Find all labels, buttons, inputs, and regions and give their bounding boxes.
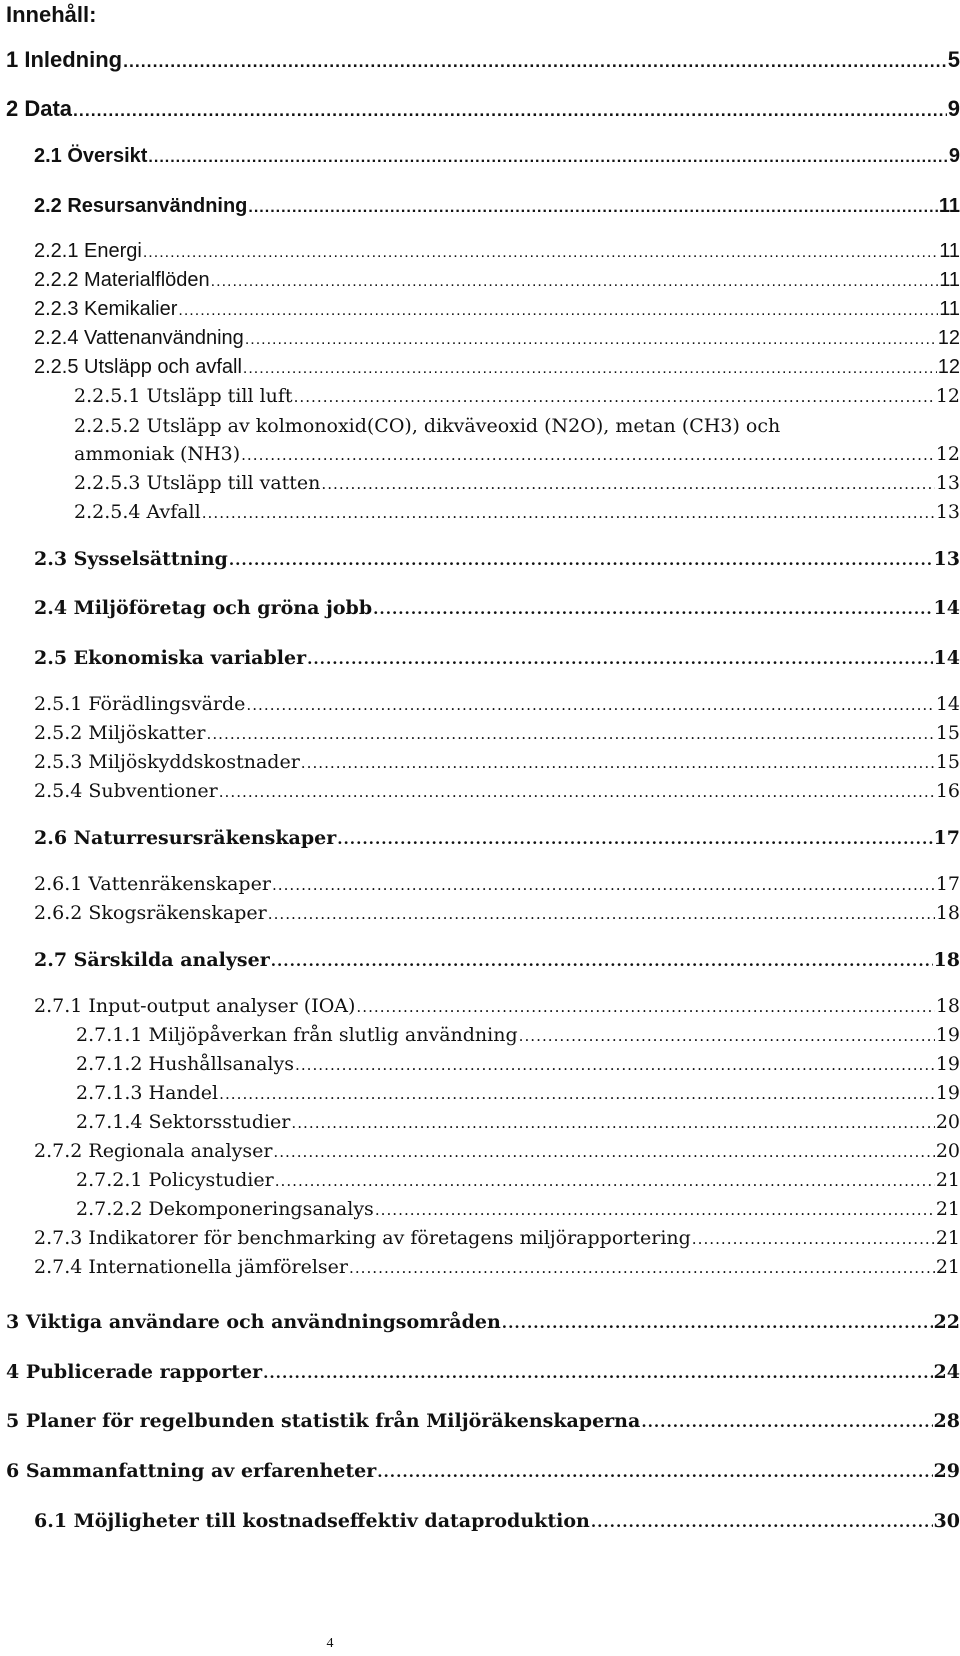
toc-entry-page: 20 [935, 1140, 960, 1162]
toc-entry-title: 2.7.1.2 Hushållsanalys [76, 1053, 294, 1075]
toc-entry[interactable] [34, 781, 960, 803]
toc-entry[interactable] [76, 1054, 960, 1076]
toc-entry-title: 6.1 Möjligheter till kostnadseffektiv dataproduktion [34, 1510, 590, 1532]
toc-entry-title: 5 Planer för regelbunden statistik från Miljöräkenskaperna [6, 1410, 641, 1432]
toc-entry-page: 13 [933, 548, 960, 570]
toc-entry-title: 2.2.3 Kemikalier [34, 298, 178, 320]
toc-entry-page: 12 [935, 385, 960, 407]
toc-entry-page: 19 [935, 1024, 960, 1046]
toc-entry-title: 2.5.2 Miljöskatter [34, 722, 206, 744]
toc-entry-title: 2.3 Sysselsättning [34, 548, 228, 570]
toc-entry[interactable] [34, 723, 960, 745]
toc-entry-page: 11 [938, 195, 960, 217]
toc-entry-page: 12 [937, 356, 960, 378]
toc-entry[interactable] [34, 1228, 960, 1250]
toc-entry-title: 2.7.1.3 Handel [76, 1082, 219, 1104]
toc-entry[interactable] [34, 950, 960, 972]
toc-entry-page: 21 [935, 1256, 960, 1278]
toc-entry-page: 18 [933, 949, 960, 971]
toc-entry-page: 13 [935, 501, 960, 523]
toc-entry[interactable] [34, 356, 960, 379]
toc-entry[interactable] [74, 386, 960, 408]
toc-entry-title: 2.7.2.1 Policystudier [76, 1169, 274, 1191]
toc-entry-page: 15 [935, 751, 960, 773]
toc-entry-title: 2.5 Ekonomiska variabler [34, 647, 307, 669]
toc-entry-title: 2.2 Resursanvändning [34, 195, 248, 217]
toc-entry[interactable] [34, 269, 960, 292]
toc-entry[interactable] [76, 1083, 960, 1105]
toc-entry[interactable] [34, 1511, 960, 1533]
toc-entry-title: 2.4 Miljöföretag och gröna jobb [34, 597, 373, 619]
toc-entry-page: 18 [935, 902, 960, 924]
toc-entry[interactable] [74, 444, 960, 466]
toc-entry-title: 2.7 Särskilda analyser [34, 949, 270, 971]
toc-entry-title: 2.7.1.1 Miljöpåverkan från slutlig användning [76, 1024, 518, 1046]
toc-entry-title: 2.7.4 Internationella jämförelser [34, 1256, 348, 1278]
toc-entry[interactable] [34, 327, 960, 350]
toc-entry-page: 5 [947, 47, 960, 72]
toc-entry[interactable] [34, 874, 960, 896]
toc-entry-title: 2.6.1 Vattenräkenskaper [34, 873, 271, 895]
toc-entry-title: 2.2.5.1 Utsläpp till luft [74, 385, 293, 407]
toc-entry-page: 11 [939, 269, 960, 291]
toc-entry-title: 2.2.5 Utsläpp och avfall [34, 356, 242, 378]
toc-entry[interactable] [76, 1112, 960, 1134]
toc-entry-title: 2.7.1 Input-output analyser (IOA) [34, 995, 356, 1017]
toc-entry-page: 14 [935, 693, 960, 715]
toc-entry-title: 2.5.4 Subventioner [34, 780, 218, 802]
toc-entry-page: 15 [935, 722, 960, 744]
toc-entry-title: 2.2.2 Materialflöden [34, 269, 210, 291]
toc-entry[interactable] [34, 549, 960, 571]
toc-entry-page: 12 [937, 327, 960, 349]
toc-entry-title: 2 Data [6, 96, 73, 121]
toc-entry-title: 2.7.2 Regionala analyser [34, 1140, 273, 1162]
toc-entry-page: 24 [933, 1361, 960, 1383]
toc-entry[interactable] [6, 1362, 960, 1384]
toc-entry-page: 19 [935, 1082, 960, 1104]
toc-entry-page: 20 [935, 1111, 960, 1133]
toc-entry[interactable] [76, 1025, 960, 1047]
toc-entry[interactable] [34, 996, 960, 1018]
toc-entry-title: 2.6.2 Skogsräkenskaper [34, 902, 267, 924]
toc-entry-page: 21 [935, 1198, 960, 1220]
toc-entry-title: 3 Viktiga användare och användningsområden [6, 1311, 501, 1333]
toc-entry-page: 29 [933, 1460, 960, 1482]
toc-entry[interactable] [34, 195, 960, 218]
toc-entry[interactable] [34, 1257, 960, 1279]
toc-heading: Innehåll: [6, 2, 97, 27]
toc-entry-page: 17 [933, 827, 960, 849]
toc-entry-page: 9 [948, 145, 960, 167]
toc-entry-title: 2.2.1 Energi [34, 240, 142, 262]
toc-entry[interactable] [6, 1461, 960, 1483]
toc-entry-page: 13 [935, 472, 960, 494]
toc-entry-title: 2.2.4 Vattenanvändning [34, 327, 244, 349]
toc-entry-page: 21 [935, 1169, 960, 1191]
toc-entry[interactable] [34, 240, 960, 263]
toc-entry-title: 2.7.1.4 Sektorsstudier [76, 1111, 291, 1133]
toc-entry[interactable] [34, 1141, 960, 1163]
toc-entry[interactable] [34, 694, 960, 716]
toc-entry-title: 6 Sammanfattning av erfarenheter [6, 1460, 377, 1482]
toc-entry-page: 21 [935, 1227, 960, 1249]
toc-entry[interactable] [6, 96, 960, 121]
toc-entry[interactable] [34, 828, 960, 850]
page-number: 4 [326, 1636, 334, 1651]
toc-entry-page: 16 [935, 780, 960, 802]
toc-entry[interactable] [6, 1411, 960, 1433]
toc-entry[interactable] [74, 502, 960, 524]
toc-entry-page: 9 [947, 96, 960, 121]
toc-entry-title: 2.2.5.3 Utsläpp till vatten [74, 472, 321, 494]
toc-entry-page: 17 [935, 873, 960, 895]
toc-entry[interactable] [34, 298, 960, 321]
toc-entry[interactable] [34, 145, 960, 168]
toc-entry[interactable] [34, 903, 960, 925]
toc-entry[interactable] [34, 598, 960, 620]
toc-entry-title: 2.5.1 Förädlingsvärde [34, 693, 246, 715]
toc-entry-title[interactable]: 2.2.5.2 Utsläpp av kolmonoxid(CO), dikväveoxid (N2O), metan (CH3) och [74, 415, 781, 437]
toc-entry-title: 2.5.3 Miljöskyddskostnader [34, 751, 300, 773]
toc-entry-title-continuation: ammoniak (NH3) [74, 443, 241, 465]
toc-entry[interactable] [76, 1199, 960, 1221]
toc-entry-title: 2.6 Naturresursräkenskaper [34, 827, 337, 849]
toc-entry-page: 14 [933, 647, 960, 669]
toc-entry-page: 30 [933, 1510, 960, 1532]
toc-entry[interactable] [34, 752, 960, 774]
toc-entry[interactable] [34, 648, 960, 670]
toc-entry[interactable] [6, 47, 960, 72]
toc-entry-page: 11 [939, 240, 960, 262]
toc-entry-page: 12 [935, 443, 960, 465]
toc-entry-page: 22 [933, 1311, 960, 1333]
toc-entry-title: 4 Publicerade rapporter [6, 1361, 263, 1383]
toc-entry-title: 2.7.3 Indikatorer för benchmarking av företagens miljörapportering [34, 1227, 691, 1249]
toc-entry[interactable] [76, 1170, 960, 1192]
toc-entry-page: 19 [935, 1053, 960, 1075]
toc-entry-page: 18 [935, 995, 960, 1017]
toc-entry-page: 14 [933, 597, 960, 619]
toc-entry[interactable] [74, 473, 960, 495]
toc-entry-title: 2.1 Översikt [34, 145, 148, 167]
toc-entry-title: 2.2.5.4 Avfall [74, 501, 201, 523]
toc-entry-title: 2.7.2.2 Dekomponeringsanalys [76, 1198, 374, 1220]
toc-entry-page: 28 [933, 1410, 960, 1432]
toc-entry-title: 1 Inledning [6, 47, 123, 72]
toc-entry[interactable] [6, 1312, 960, 1334]
toc-entry-page: 11 [939, 298, 960, 320]
